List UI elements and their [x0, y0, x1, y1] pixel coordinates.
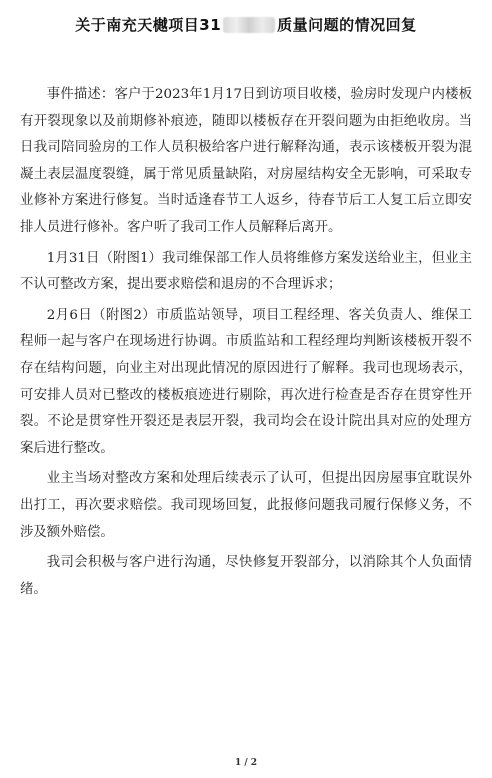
title-suffix: 质量问题的情况回复: [277, 16, 417, 34]
title-prefix: 关于南充天樾项目31: [75, 16, 222, 34]
paragraph-event-description: 事件描述：客户于2023年1月17日到访项目收楼，验房时发现户内楼板有开裂现象以及前期修补痕迹，随即以楼板存在开裂问题为由拒绝收房。当日我司陪同验房的工作人员积极给客户进行解释沟通，表示该楼板开裂为混凝土表层温度裂缝，属于常见质量缺陷，对房屋结构安全无影响，可采取专业修补方案进行修复。当时适逢春节工人返乡，待春节后工人复工后立即安排人员进行修补。客户听了我司工作人员解释后离开。: [20, 87, 472, 235]
page-number: 1 / 2: [234, 758, 258, 768]
paragraph-feb-6: 2月6日（附图2）市质监站领导，项目工程经理、客关负责人、维保工程师一起与客户在现场进行协调。市质监站和工程经理均判断该楼板开裂不存在结构问题，向业主对出现此情况的原因进行了解释。我司也现场表示，可安排人员对已整改的楼板痕迹进行剔除，再次进行检查是否存在贯穿性开裂。不论是贯穿性开裂还是表层开裂，我司均会在设计院出具对应的处理方案后进行整改。: [20, 307, 472, 456]
paragraph-jan-31: 1月31日（附图1）我司维保部工作人员将维修方案发送给业主，但业主不认可整改方案，提出要求赔偿和退房的不合理诉求；: [20, 250, 472, 293]
redacted-block: [223, 17, 275, 33]
paragraph-owner-response: 业主当场对整改方案和处理后续表示了认可，但提出因房屋事宜耽误外出打工，再次要求赔偿。我司现场回复，此报修问题我司履行保修义务，不涉及额外赔偿。: [20, 471, 472, 540]
document-body: [20, 82, 472, 603]
document-title: [0, 14, 492, 35]
paragraph-closing: 我司会积极与客户进行沟通，尽快修复开裂部分，以消除其个人负面情绪。: [20, 555, 472, 597]
